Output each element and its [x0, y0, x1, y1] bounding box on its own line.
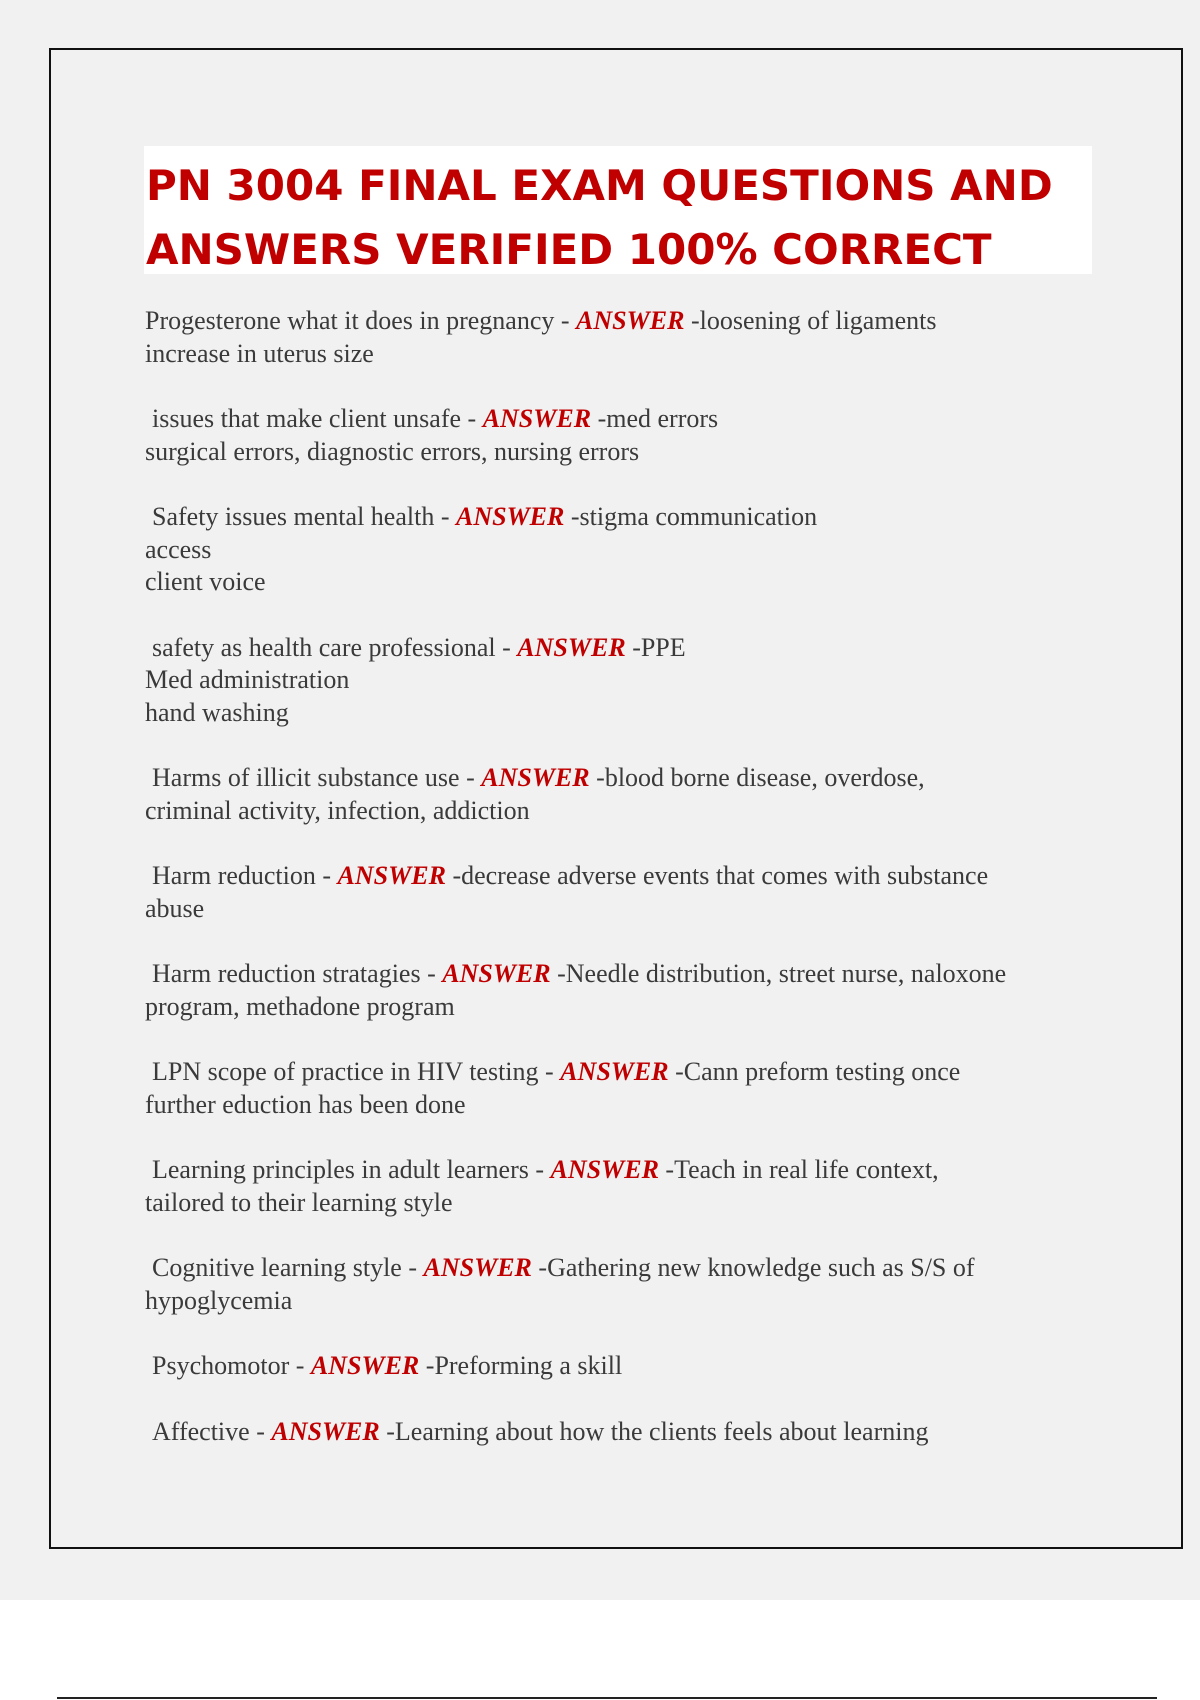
answer-label: ANSWER	[442, 959, 551, 988]
answer-text: -med errors	[591, 404, 719, 433]
qa-first-line	[145, 632, 1105, 665]
answer-text: -Teach in real life context,	[658, 1155, 939, 1184]
answer-label: ANSWER	[310, 1351, 420, 1380]
answer-continuation: hand washing	[145, 697, 289, 727]
question-text: Progesterone what it does in pregnancy -	[145, 306, 577, 335]
answer-text: -blood borne disease, overdose,	[589, 763, 925, 792]
answer-text: -Cann preform testing once	[668, 1057, 961, 1086]
answer-continuation: hypoglycemia	[145, 1285, 293, 1315]
answer-label: ANSWER	[560, 1057, 669, 1086]
qa-first-line	[145, 762, 1105, 795]
answer-continuation: tailored to their learning style	[145, 1187, 453, 1217]
qa-item	[145, 501, 1105, 599]
qa-item	[145, 762, 1105, 827]
answer-text: -loosening of ligaments	[684, 306, 937, 335]
answer-text: -Gathering new knowledge such as S/S of	[531, 1253, 975, 1282]
qa-item	[145, 958, 1105, 1023]
qa-first-line	[145, 501, 1105, 534]
footer-divider	[57, 1697, 1157, 1699]
answer-continuation: abuse	[145, 893, 205, 923]
answer-label: ANSWER	[423, 1253, 532, 1282]
answer-continuation: Med administration	[145, 665, 350, 694]
qa-first-line	[145, 305, 1105, 338]
qa-item	[145, 403, 1105, 468]
qa-first-line	[145, 1350, 1105, 1383]
qa-item	[145, 305, 1105, 370]
answer-continuation: surgical errors, diagnostic errors, nursing errors	[145, 436, 640, 466]
answer-label: ANSWER	[271, 1416, 380, 1446]
answer-text: -stigma communication	[564, 502, 818, 531]
answer-label: ANSWER	[576, 306, 685, 335]
qa-item	[145, 860, 1105, 925]
answer-text: -Preforming a skill	[419, 1351, 623, 1380]
qa-first-line	[145, 860, 1105, 893]
qa-item	[145, 1154, 1105, 1219]
answer-text: -PPE	[625, 632, 686, 662]
answer-label: ANSWER	[481, 763, 590, 792]
qa-item	[145, 1252, 1105, 1317]
qa-first-line	[145, 1056, 1105, 1089]
qa-item	[145, 632, 1105, 730]
answer-continuation: program, methadone program	[145, 991, 455, 1021]
qa-first-line	[145, 1416, 1105, 1449]
qa-item	[145, 1056, 1105, 1121]
answer-text: -Learning about how the clients feels about learning	[379, 1416, 929, 1446]
question-text: Cognitive learning style -	[152, 1253, 424, 1282]
question-text: safety as health care professional -	[152, 632, 518, 662]
question-text: Psychomotor -	[152, 1351, 311, 1380]
title-line-2: ANSWERS VERIFIED 100% CORRECT	[146, 225, 992, 274]
question-text: Harm reduction -	[152, 861, 338, 890]
answer-continuation: criminal activity, infection, addiction	[145, 795, 530, 825]
document-title	[144, 146, 1092, 282]
answer-label: ANSWER	[517, 632, 626, 662]
qa-list	[145, 305, 1105, 1481]
answer-continuation: access	[145, 534, 212, 564]
qa-first-line	[145, 1154, 1105, 1187]
qa-first-line	[145, 1252, 1105, 1285]
qa-item	[145, 1350, 1105, 1383]
question-text: Safety issues mental health -	[152, 502, 456, 531]
answer-text: -decrease adverse events that comes with substance	[445, 861, 989, 890]
answer-label: ANSWER	[337, 861, 446, 890]
answer-continuation: further eduction has been done	[145, 1089, 466, 1119]
answer-label: ANSWER	[550, 1155, 659, 1184]
answer-text: -Needle distribution, street nurse, naloxone	[550, 959, 1007, 988]
qa-first-line	[145, 403, 1105, 436]
title-block	[144, 146, 1092, 274]
question-text: Harm reduction stratagies -	[152, 959, 443, 988]
answer-label: ANSWER	[482, 404, 592, 433]
answer-label: ANSWER	[455, 502, 565, 531]
answer-continuation: increase in uterus size	[145, 338, 374, 368]
qa-item	[145, 1416, 1105, 1449]
question-text: issues that make client unsafe -	[152, 404, 483, 433]
qa-first-line	[145, 958, 1105, 991]
title-line-1: PN 3004 FINAL EXAM QUESTIONS AND	[146, 161, 1053, 210]
question-text: Learning principles in adult learners -	[152, 1155, 551, 1184]
question-text: Harms of illicit substance use -	[152, 763, 482, 792]
answer-continuation: client voice	[145, 567, 266, 596]
question-text: Affective -	[152, 1416, 272, 1446]
question-text: LPN scope of practice in HIV testing -	[152, 1057, 561, 1086]
